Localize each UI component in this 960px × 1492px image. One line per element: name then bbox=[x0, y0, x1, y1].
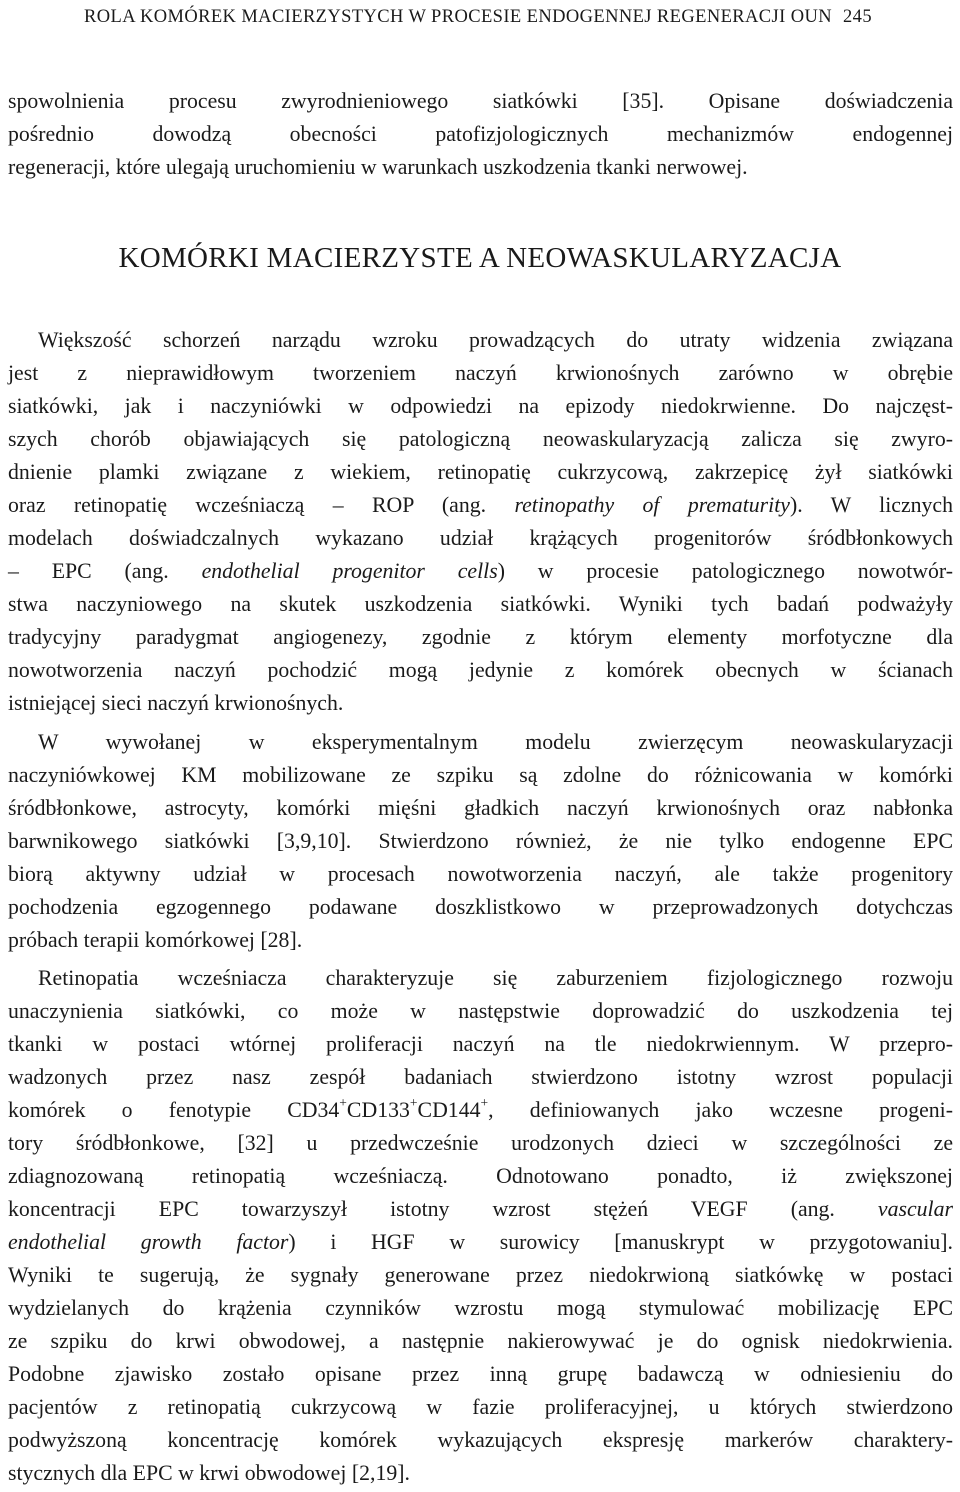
text-line: wadzonych przez nasz zespół badaniach stwierdzono istotny wzrost populacji bbox=[8, 1065, 953, 1089]
text-line: próbach terapii komórkowej [28]. bbox=[8, 928, 303, 952]
text-line: Wyniki te sugerują, że sygnały generowane przez niedokrwioną siatkówkę w postaci bbox=[8, 1263, 953, 1287]
text-line: wydzielanych do krążenia czynników wzrostu mogą stymulować mobilizację EPC bbox=[8, 1296, 953, 1320]
text-line: podwyższoną koncentrację komórek wykazujących ekspresję markerów charaktery- bbox=[8, 1428, 953, 1452]
text-line: stwa naczyniowego na skutek uszkodzenia siatkówki. Wyniki tych badań podważyły bbox=[8, 592, 953, 616]
text-span: , definiowanych jako wczesne progeni- bbox=[488, 1098, 953, 1122]
text-line bbox=[8, 489, 953, 523]
text-line: śródbłonkowe, astrocyty, komórki mięśni gładkich naczyń krwionośnych oraz nabłonka bbox=[8, 796, 953, 820]
section-heading: KOMÓRKI MACIERZYSTE A NEOWASKULARYZACJA bbox=[118, 242, 842, 274]
text-line: W wywołanej w eksperymentalnym modelu zwierzęcym neowaskularyzacji bbox=[38, 730, 953, 754]
text-line: Większość schorzeń narządu wzroku prowadzących do utraty widzenia związana bbox=[38, 328, 953, 352]
text-line bbox=[8, 1226, 953, 1260]
text-line bbox=[8, 1193, 953, 1227]
text-line: szych chorób objawiających się patologiczną neowaskularyzacją zalicza się zwyro- bbox=[8, 427, 953, 451]
text-line: pacjentów z retinopatią cukrzycową w fazie proliferacyjnej, u których stwierdzono bbox=[8, 1395, 953, 1419]
text-span: koncentracji EPC towarzyszył istotny wzrost stężeń VEGF (ang. bbox=[8, 1197, 878, 1221]
text-span: oraz retinopatię wcześniaczą – ROP (ang. bbox=[8, 493, 515, 517]
latin-term: retinopathy of prematurity bbox=[514, 493, 790, 517]
text-line: dnienie plamki związane z wiekiem, retinopatię cukrzycową, zakrzepicę żył siatkówki bbox=[8, 460, 953, 484]
latin-term: vascular bbox=[877, 1197, 953, 1221]
text-span: komórek o fenotypie CD34 bbox=[8, 1098, 340, 1122]
superscript: + bbox=[480, 1095, 489, 1111]
text-line: naczyniówkowej KM mobilizowane ze szpiku są zdolne do różnicowania w komórki bbox=[8, 763, 953, 787]
text-line: tkanki w postaci wtórnej proliferacji naczyń na tle niedokrwiennym. W przepro- bbox=[8, 1032, 953, 1056]
text-line: ze szpiku do krwi obwodowej, a następnie nakierowywać je do ognisk niedokrwienia. bbox=[8, 1329, 953, 1353]
text-line: jest z nieprawidłowym tworzeniem naczyń krwionośnych zarówno w obrębie bbox=[8, 361, 953, 385]
running-header bbox=[8, 4, 948, 30]
text-line: spowolnienia procesu zwyrodnieniowego siatkówki [35]. Opisane doświadczenia bbox=[8, 89, 953, 113]
text-span: ) i HGF w surowicy [manuskrypt w przygotowaniu]. bbox=[288, 1230, 953, 1254]
text-line: barwnikowego siatkówki [3,9,10]. Stwierdzono również, że nie tylko endogenne EPC bbox=[8, 829, 953, 853]
text-line: Retinopatia wcześniacza charakteryzuje się zaburzeniem fizjologicznego rozwoju bbox=[38, 966, 953, 990]
text-span: ). W licznych bbox=[789, 493, 953, 517]
page-number: 245 bbox=[843, 7, 872, 27]
text-line: pośrednio dowodzą obecności patofizjologicznych mechanizmów endogennej bbox=[8, 122, 953, 146]
text-span: ) w procesie patologicznego nowotwór- bbox=[497, 559, 954, 583]
text-span: CD144 bbox=[417, 1098, 481, 1122]
superscript: + bbox=[409, 1095, 418, 1111]
latin-term: endothelial progenitor cells bbox=[201, 559, 498, 583]
text-line: tory śródbłonkowe, [32] u przedwcześnie urodzonych dzieci w szczególności ze bbox=[8, 1131, 953, 1155]
text-line: zdiagnozowaną retinopatią wcześniaczą. Odnotowano ponadto, iż zwiększonej bbox=[8, 1164, 953, 1188]
text-line: stycznych dla EPC w krwi obwodowej [2,19]. bbox=[8, 1461, 410, 1485]
text-line: nowotworzenia naczyń pochodzić mogą jedynie z komórek obecnych w ścianach bbox=[8, 658, 953, 682]
text-line: pochodzenia egzogennego podawane doszklistkowo w przeprowadzonych dotychczas bbox=[8, 895, 953, 919]
text-line: biorą aktywny udział w procesach nowotworzenia naczyń, ale także progenitory bbox=[8, 862, 953, 886]
text-line: regeneracji, które ulegają uruchomieniu w warunkach uszkodzenia tkanki nerwowej. bbox=[8, 155, 748, 179]
text-line: Podobne zjawisko zostało opisane przez inną grupę badawczą w odniesieniu do bbox=[8, 1362, 953, 1386]
text-line: istniejącej sieci naczyń krwionośnych. bbox=[8, 691, 344, 715]
text-line: unaczynienia siatkówki, co może w następstwie doprowadzić do uszkodzenia tej bbox=[8, 999, 953, 1023]
latin-term: endothelial growth factor bbox=[8, 1230, 289, 1254]
text-line: tradycyjny paradygmat angiogenezy, zgodnie z którym elementy morfotyczne dla bbox=[8, 625, 953, 649]
text-line: modelach doświadczalnych wykazano udział krążących progenitorów śródbłonkowych bbox=[8, 526, 953, 550]
text-span: CD133 bbox=[346, 1098, 410, 1122]
text-line bbox=[8, 555, 953, 589]
text-line bbox=[8, 1094, 953, 1128]
superscript: + bbox=[339, 1095, 347, 1111]
text-line: siatkówki, jak i naczyniówki w odpowiedzi na epizody niedokrwienne. Do najczęst- bbox=[8, 394, 953, 418]
running-title: ROLA KOMÓREK MACIERZYSTYCH W PROCESIE ENDOGENNEJ REGENERACJI OUN bbox=[84, 7, 832, 27]
text-span: – EPC (ang. bbox=[8, 559, 202, 583]
